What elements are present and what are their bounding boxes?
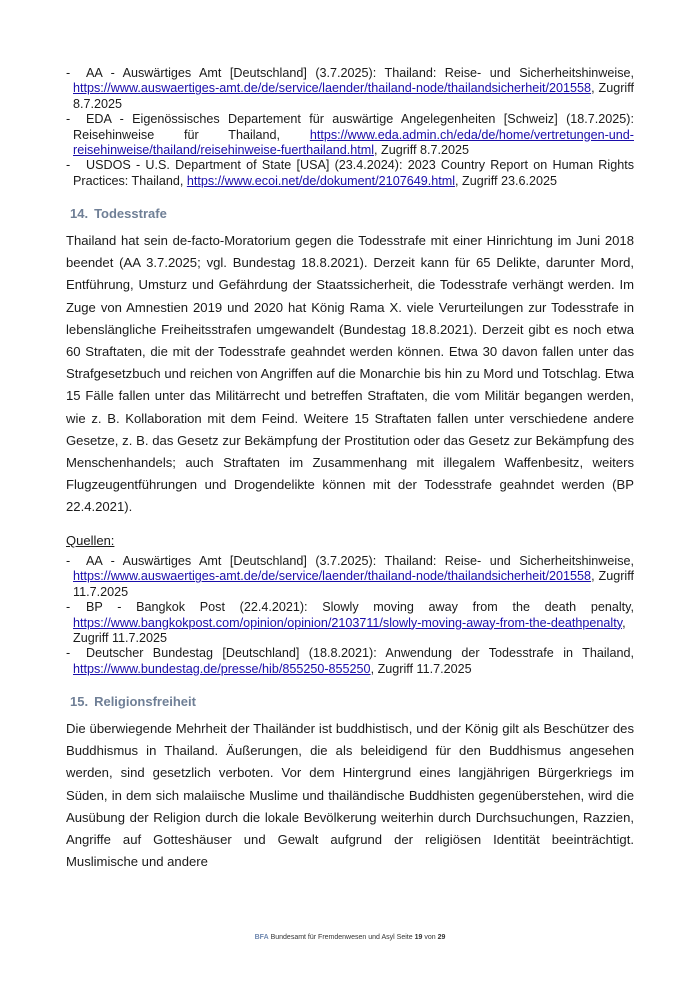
list-item: - Deutscher Bundestag [Deutschland] (18.8.2021): Anwendung der Todesstrafe in Thailand, https://www.bundestag.de/presse/hib/855250-855250, Zugriff 11.7.2025 (66, 646, 634, 676)
section14-source-list (66, 554, 634, 677)
footer-page-total: 29 (437, 934, 446, 941)
footer-logo-text: BFA (254, 934, 269, 941)
list-item: - USDOS - U.S. Department of State [USA] (23.4.2024): 2023 Country Report on Human Rights Practices: Thailand, https://www.ecoi.net/de/dokument/2107649.html, Zugriff 23.6.2025 (66, 158, 634, 188)
source-link[interactable]: https://www.auswaertiges-amt.de/de/service/laender/thailand-node/thailandsicherheit/201558 (73, 81, 592, 96)
source-link[interactable]: https://www.auswaertiges-amt.de/de/service/laender/thailand-node/thailandsicherheit/201558 (73, 569, 592, 584)
section-heading-todesstrafe: 14. Todesstrafe (70, 206, 167, 221)
paragraph-todesstrafe: Thailand hat sein de-facto-Moratorium gegen die Todesstrafe mit einer Hinrichtung im Juni 2018 beendet (AA 3.7.2025; vgl. Bundestag 18.8.2021). Derzeit kann für 65 Delikte, darunter Mord, Entführung, Umsturz und Gefährdung der Staatssicherheit, die Todesstrafe verhängt werden. Im Zuge von Amnestien 2019 und 2020 hat König Rama X. viele Verurteilungen zur Todesstrafe in lebenslängliche Freiheitsstrafen umgewandelt (Bundestag 18.8.2021). Derzeit gibt es noch etwa 60 Straftaten, die mit der Todesstrafe geahndet werden können. Etwa 30 davon fallen unter das Strafgesetzbuch und reichen von Angriffen auf die Monarchie bis hin zu Mord und Totschlag. Etwa 15 Fälle fallen unter das Militärrecht und betreffen Straftaten, die vom Militär begangen werden, wie z. B. Kollaboration mit dem Feind. Weitere 15 Straftaten fallen unter verschiedene andere Gesetze, z. B. das Gesetz zur Bekämpfung der Prostitution oder das Gesetz zur Bekämpfung des Menschenhandels; auch Straftaten im Zusammenhang mit illegalem Waffenbesitz, weiters Flugzeugentführungen und Drogendelikte können mit der Todesstrafe geahndet werden (BP 22.4.2021). (66, 233, 634, 515)
footer-org-name: Bundesamt für Fremdenwesen und Asyl (270, 934, 395, 941)
footer-page-word: Seite (396, 934, 413, 941)
sources-label: Quellen: (66, 533, 115, 548)
list-item: - AA - Auswärtiges Amt [Deutschland] (3.7.2025): Thailand: Reise- und Sicherheitshinweise, https://www.auswaertiges-amt.de/de/service/laender/thailand-node/thailandsicherheit/201558, Zugriff 8.7.2025 (66, 66, 634, 111)
list-item: - BP - Bangkok Post (22.4.2021): Slowly moving away from the death penalty, https://www.bangkokpost.com/opinion/opinion/2103711/slowly-moving-away-from-the-deathpenalty, Zugriff 11.7.2025 (66, 600, 634, 646)
list-item: - AA - Auswärtiges Amt [Deutschland] (3.7.2025): Thailand: Reise- und Sicherheitshinweise, https://www.auswaertiges-amt.de/de/service/laender/thailand-node/thailandsicherheit/201558, Zugriff 11.7.2025 (66, 554, 634, 599)
paragraph-religionsfreiheit: Die überwiegende Mehrheit der Thailänder ist buddhistisch, und der König gilt als Beschützer des Buddhismus in Thailand. Äußerungen, die als beleidigend für den Buddhismus angesehen werden, sind gesetzlich verboten. Vor dem Hintergrund eines langjährigen Bürgerkriegs im Süden, in dem sich malaiische Muslime und thailändische Buddhisten gegenüberstehen, wird die Ausübung der Religion durch die lokale Bevölkerung weiterhin durch Durchsuchungen, Razzien, Angriffe auf Gotteshäuser und Gewalt aufgrund der religiösen Identität beeinträchtigt. Muslimische und andere (66, 721, 634, 870)
footer-page-sep: von (424, 934, 436, 941)
top-source-list (66, 66, 634, 189)
source-link[interactable]: https://www.ecoi.net/de/dokument/2107649.html (186, 173, 456, 188)
footer-page-current: 19 (414, 934, 423, 941)
source-link[interactable]: https://www.bundestag.de/presse/hib/855250-855250 (73, 661, 371, 676)
section-heading-religionsfreiheit: 15. Religionsfreiheit (70, 694, 196, 709)
page-footer (0, 934, 700, 941)
source-link[interactable]: https://www.bangkokpost.com/opinion/opinion/2103711/slowly-moving-away-from-the-deathpenalty (73, 615, 623, 630)
source-link[interactable]: https://www.eda.admin.ch/eda/de/home/vertretungen-und-reisehinweise/thailand/reisehinweise-fuerthailand.html (73, 127, 634, 158)
list-item: - EDA - Eigenössisches Departement für auswärtige Angelegenheiten [Schweiz] (18.7.2025): Reisehinweise für Thailand, https://www.eda.admin.ch/eda/de/home/vertretungen-und-reisehinweise/thailand/reisehinweise-fuerthailand.html, Zugriff 8.7.2025 (66, 112, 634, 158)
